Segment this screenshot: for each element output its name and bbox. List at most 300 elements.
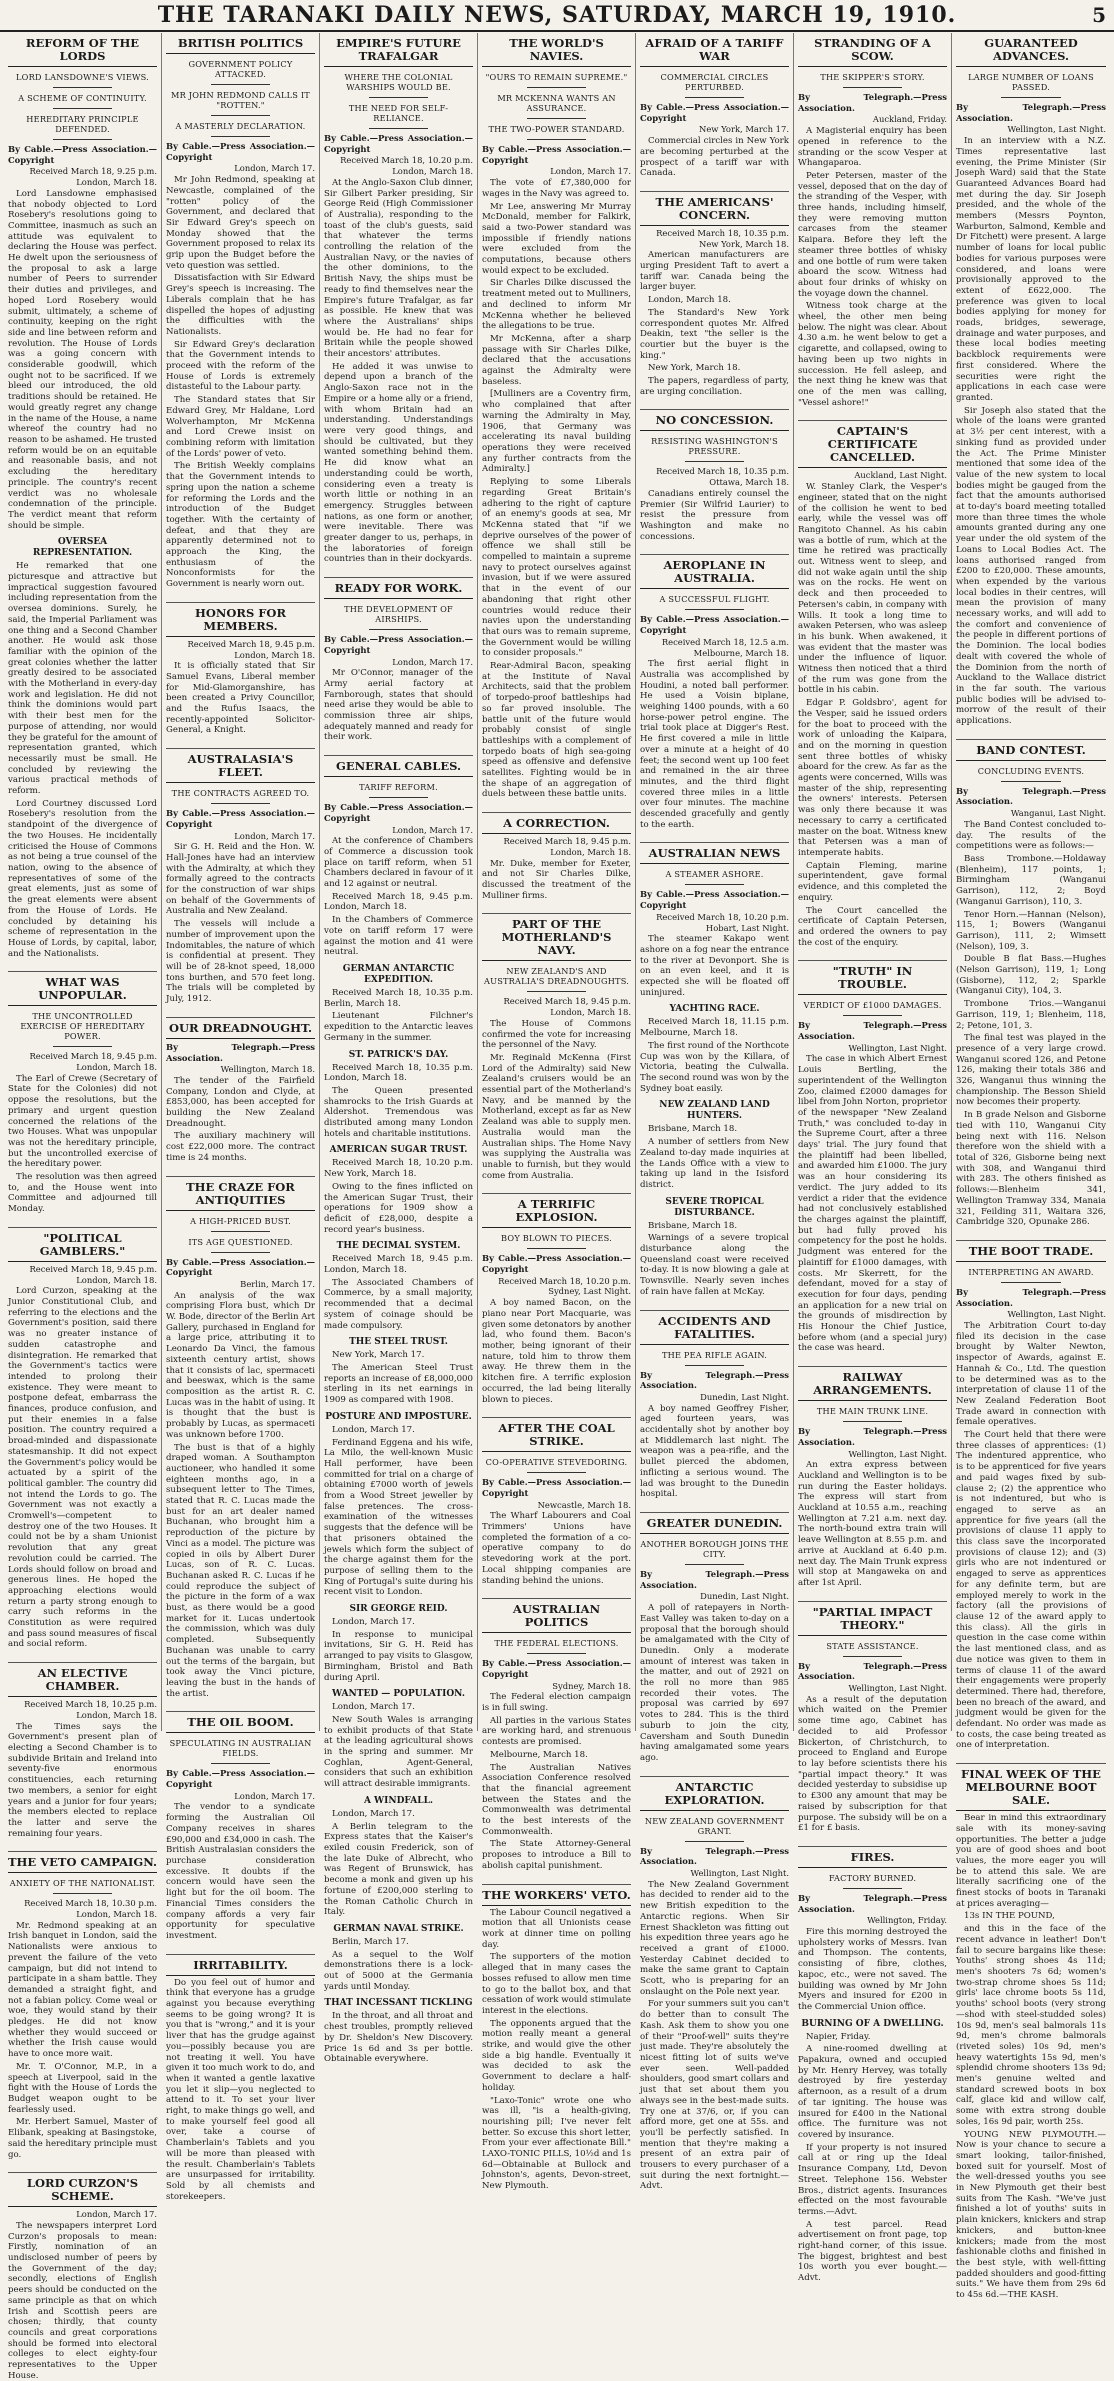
article-dateline: Auckland, Friday. <box>872 114 947 125</box>
article-byline: By Telegraph.—Press Association. <box>956 102 1106 123</box>
article-dateline: London, March 17. <box>234 830 315 841</box>
article-subheading: ITS AGE QUESTIONED. <box>188 1236 293 1247</box>
article-paragraph: A Magisterial enquiry has been opened in reference to the stranding or the scow Vesper at Whangaparoa. <box>798 126 947 169</box>
inline-subheading: THE STEEL TRUST. <box>349 1337 448 1348</box>
rule-divider <box>685 1841 745 1842</box>
article-paragraph: Mr. Redmond speaking at an Irish banquet in London, said the Nationalists were anxious to prevent the failure of the veto campaign, but did not intend to participate in a sham battle. They demanded a straight fight, and not a fabian policy. Come weal or woe, they would stand by their pledges. He did not know whether they would succeed or whether the Irish cause would have to once more wait. <box>8 1920 157 2060</box>
rule-divider <box>843 1656 903 1657</box>
article-paragraph: The resolution was then agreed to, and the House went into Committee and adjourned till Monday. <box>8 1172 157 1215</box>
section-divider <box>8 1652 157 1663</box>
inline-subheading: OVERSEA REPRESENTATION. <box>32 537 133 559</box>
article-headline: BRITISH POLITICS <box>166 37 315 54</box>
section-divider <box>640 544 789 555</box>
article-paragraph: Mr. Duke, member for Exeter, and not Sir Charles Dilke, discussed the treatment of the Mulliner firms. <box>482 858 631 901</box>
inline-subheading: YACHTING RACE. <box>669 1004 760 1015</box>
article-paragraph: Received March 18, 10.35 p.m. Berlin, March 18. <box>324 988 473 1009</box>
article-paragraph: The case in which Albert Ernest Louis Bertling, the superintendent of the Wellington Zoo, claimed £2000 damages for libel from John Norton, proprietor of the newspaper "New Zealand Truth," was concluded to-day in the Supreme Court, after a three days' trial. The jury found that the plaintiff had been libelled, and awarded him £1000. The jury was an hour considering its verdict. The jury added to its verdict a rider that the evidence had not conclusively established the charges against the plaintiff, but had fully proved his competency for the post he holds. Judgment was entered for the plaintiff for £1000 damages, with costs. Mr Skerrett, for the defendant, moved for a stay of execution for four days, pending an application for a new trial on the grounds of misdirection by His Honour the Chief Justice, before whom (and a special jury) the case was heard. <box>798 1054 947 1354</box>
article-byline: By Telegraph.—Press Association. <box>798 1426 947 1447</box>
article <box>798 410 947 948</box>
article <box>640 37 789 179</box>
article-byline: By Cable.—Press Association.—Copyright <box>640 102 789 123</box>
article-headline: AFTER THE COAL STRIKE. <box>482 1422 631 1452</box>
section-divider <box>640 1502 789 1513</box>
section-divider <box>956 1230 1106 1241</box>
rule-divider <box>211 1231 271 1232</box>
rule-divider <box>53 87 113 88</box>
article-paragraph: The British Weekly complains that the Government intends to spring upon the nation a scheme for reforming the Lords and the introduction of the Budget together. With the certainty of defeat, and that they are apparently determined not to approach the King, the enthusiasm of the Nonconformists for the Government is nearly worn out. <box>166 461 315 590</box>
article-paragraph: The vote of £7,380,000 for wages in the Navy was agreed to. <box>482 178 631 199</box>
article-headline: STRANDING OF A SCOW. <box>798 37 947 67</box>
article <box>166 1007 315 1164</box>
newspaper-title: THE TARANAKI DAILY NEWS, SATURDAY, MARCH 19, 1910. <box>157 2 957 28</box>
article-paragraph: The papers, regardless of party, are urging conciliation. <box>640 376 789 397</box>
article-paragraph: Brisbane, March 18. <box>648 1124 738 1135</box>
article-subheading: NEW ZEALAND'S AND AUSTRALIA'S DREADNOUGHTS. <box>483 966 630 987</box>
article-dateline: Received March 18, 12.5 a.m. Melbourne, March 18. <box>661 636 789 658</box>
article-dateline: Wellington, Last Night. <box>1007 124 1106 135</box>
article-dateline: Wellington, Last Night. <box>690 1868 789 1879</box>
article-paragraph: Berlin, March 17. <box>332 1936 409 1947</box>
article-subheading: A MASTERLY DECLARATION. <box>175 121 306 131</box>
article <box>798 37 947 408</box>
article-dateline: Received March 18, 10.20 p.m. London, March 18. <box>340 155 473 177</box>
article-paragraph: Received March 18, 10.20 p.m. New York, March 18. <box>324 1158 473 1180</box>
article-paragraph: Warnings of a severe tropical disturbance along the Queensland coast were received to-day. It is now blowing a gale at Townsville. Nearly seven inches of rain have fallen at McKay. <box>640 1233 789 1297</box>
article-subheading: CO-OPERATIVE STEVEDORING. <box>485 1457 628 1468</box>
article-paragraph: The first round of the Northcote Cup was won by the Killara, of Victoria, beating the Culwalla. The second round was won by the Sydney boat easily. <box>640 1040 789 1094</box>
article-paragraph: In B grade Nelson and Gisborne tied with 110, Wanganui City being next with 116. Nelson therefore won the shield with a total of 326, Gisborne being next with 308, and Wanganui third with 283. The others finished as follows:—Blenheim 341, Wellington Tramway 334, Manaia 321, Feilding 311, Waitara 326, Cambridge 320, Opunake 286. <box>956 1110 1106 1228</box>
article-headline: PART OF THE MOTHERLAND'S NAVY. <box>482 918 631 961</box>
article-headline: READY FOR WORK. <box>324 582 473 599</box>
section-divider <box>482 1407 631 1418</box>
article-byline: By Telegraph.—Press Association. <box>640 1845 789 1867</box>
news-columns <box>4 33 1110 2381</box>
article <box>798 1356 947 1589</box>
article-paragraph: If your property is not insured call at or ring up the Ideal Insurance Company, Ltd, Devon Street. Telephone 156. Webster Bros., district agents. Insurances effected on the most favourable terms.—Advt. <box>798 2142 947 2217</box>
article-byline: By Telegraph.—Press Association. <box>640 1568 789 1590</box>
article-paragraph: The Court held that there were three classes of apprentices: (1) The indentured apprentice, who is to be apprenticed for five years and paid wages fixed by sub-clause 2; (2) the apprentice who is not indentured, but who is engaged to serve as an apprentice for five years (all the provisions of clause 11 apply to this class save the incorporated provisions of clause 12); and (3) girls who are not indentured or engaged to serve as apprentices for any definite term, but are employed merely to work in the factory (all the provisions of clause 12 of the award apply to this class). All the girls in question in the case come within the last mentioned class, and as due notice was given to them in terms of clause 11 of the award their engagements were properly determined. There had, therefore, been no breach of the award, and judgment would be given for the defendant. No order was made as to costs, the case being treated as one of interpretation. <box>956 1430 1106 1751</box>
article-paragraph: Received March 18, 9.45 p.m. London, March 18. <box>324 891 473 913</box>
article-paragraph: Edgar P. Goldsbro', agent for the Vesper, said he issued orders for the boat to proceed with the work of unloading the Kaipara, and on the morning in question sent three bottles of whisky aboard for the crew. As far as the agents were concerned, Wills was master of the ship, representing the owners' interests. Petersen was only there because it was necessary to carry a certificated master on the boat. Witness knew that Petersen was a man of intemperate habits. <box>798 698 947 858</box>
article-dateline: Received March 18, 9.45 p.m. London, March 18. <box>503 996 631 1018</box>
article-paragraph: The Standard's New York correspondent quotes Mr. Alfred Deakin, text "the seller is the courtier but the buyer is the king." <box>640 307 789 361</box>
section-divider <box>8 1217 157 1228</box>
article <box>798 1591 947 1834</box>
article-dateline: Received March 18, 10.30 p.m. London, March 18. <box>24 1898 157 1920</box>
article <box>956 37 1106 727</box>
rule-divider <box>843 87 903 88</box>
section-divider <box>166 1166 315 1177</box>
article-paragraph: The first aerial flight in Australia was accomplished by Houdini, a noted ball performer. He used a Voisin biplane, weighing 1400 pounds, with a 60 horse-power petrol engine. The trial took place at Digger's Rest. He first covered a mile in little over a minute at a height of 40 feet; the second went up 100 feet and remained in the air three minutes, and the third flight covered three miles in a little over four minutes. The machine descended gracefully and gently to the earth. <box>640 659 789 830</box>
article <box>482 37 631 800</box>
article-dateline: New York, March 17. <box>699 124 789 135</box>
news-column <box>162 33 320 2202</box>
rule-divider <box>527 1248 587 1249</box>
article-paragraph: Rear-Admiral Bacon, speaking at the Institute of Naval Architects, said that the problem of torpedo-proof battleships had so far proved insoluble. The battle unit of the future would probably consist of single battleships with a complement of torpedo boats of high sea-going speed as offensive and defensive satellites. Fighting would be in the shape of an aggregation of duels between these battle units. <box>482 661 631 800</box>
article-paragraph: Canadians entirely counsel the Premier (Sir Wilfrid Laurier) to resist the pressure from Washington and make no concessions. <box>640 488 789 542</box>
article-paragraph: Do you feel out of humor and think that everyone has a grudge against you because everything seems to be going wrong? It is you that is "wrong," and it is your liver that has the grudge against you—possibly because you are not treating it well. You have given it too much work to do, and when it wanted a gentle laxative you let it slip—you neglected to attend to it. To set your liver right, to make things go well, and to make yourself feel good all over, take a course of Chamberlain's Tablets and you will be more than pleased with the result. Chamberlain's Tablets are unsurpassed for irritability. Sold by all chemists and storekeepers. <box>166 1977 315 2202</box>
page-number: 5 <box>1092 3 1106 27</box>
article-paragraph: Lord Curzon, speaking at the Junior Constitutional Club, and referring to the elections and the Government's position, said there was no greater instance of sudden catastrophe and disintegration. He remarked that the Government's tactics were intended to prolong their existence. They were meant to postpone defeat, embarrass the finances, produce confusion, and put their enemies in a false position. The country required a broad-minded and dispassionate statesmanship. It did not expect the Government's policy would be actuated by a spirit of the political gambler. The country did not intend the Lords to go. The Government was not exactly a Cromwell's—competent to destroy one of the two Houses. It could not be by a sham Unionist revolution that any great revolution could be carried. The Lords should follow on broad and generous lines. He hoped the approaching elections would return a party strong enough to carry such reforms in the Constitution as were required and pass sound measures of fiscal and social reform. <box>8 1286 157 1650</box>
article-byline: By Telegraph.—Press Association. <box>166 1041 315 1063</box>
article-subheading: CONCLUDING EVENTS. <box>977 765 1085 776</box>
article-paragraph: The New Zealand Government has decided to render aid to the new British expedition to the Antarctic regions. When Sir Ernest Shackleton was fitting out his expedition three years ago he received a grant of £1000. Yesterday Cabinet decided to make the same grant to Captain Scott, who is preparing for an onslaught on the Pole next year. <box>640 1879 789 1997</box>
article <box>482 1588 631 1871</box>
section-divider <box>798 1836 947 1847</box>
article-paragraph: The opponents argued that the motion really meant a general strike, and would give the other side a big handle. Eventually it was decided to ask the Government to declare a half-holiday. <box>482 2018 631 2093</box>
article-paragraph: For your summers suit you can't do better than to consult The Kash. Ask them to show you one of their "Proof-well" suits they're just made. They're absolutely the nicest fitting lot of suits we've ever seen. Well-padded shoulders, good smart collars and just that set about them you always see in the best-made suits. Try one at 37/6, or, if you can afford more, get one at 55s. and you'll be perfectly satisfied. In mention that they're making a present of an extra pair of trousers to every purchaser of a suit during the next fortnight.—Advt. <box>640 1999 789 2192</box>
rule-divider <box>211 115 271 116</box>
article-dateline: Wellington, Last Night. <box>1007 1309 1106 1320</box>
section-divider <box>798 1356 947 1367</box>
article-byline: By Cable.—Press Association.—Copyright <box>640 889 789 911</box>
article-subheading: MR JOHN REDMOND CALLS IT "ROTTEN." <box>171 90 310 110</box>
article-headline: FIRES. <box>798 1851 947 1868</box>
inline-subheading: SIR GEORGE REID. <box>349 1604 448 1615</box>
article-subheading: THE DEVELOPMENT OF AIRSHIPS. <box>344 604 453 625</box>
article-paragraph: [Mulliners are a Coventry firm, who complained that after warning the Admiralty in May, 1906, that Germany was accelerating its naval building operations they were received any further contracts from the Admiralty.] <box>482 389 631 475</box>
article <box>166 738 315 1005</box>
article-paragraph: In response to municipal invitations, Sir G. H. Reid has arranged to pay visits to Glasgow, Birmingham, Bristol and Bath during April. <box>324 1629 473 1683</box>
article-paragraph: 13s IN THE POUND, <box>964 1911 1055 1922</box>
article-paragraph: Received March 18, 11.15 p.m. Melbourne, March 18. <box>640 1017 789 1039</box>
article-headline: AEROPLANE IN AUSTRALIA. <box>640 559 789 589</box>
article-paragraph: As a sequel to the Wolf demonstrations there is a lock-out of 5000 at the Germania yards until Monday. <box>324 1949 473 1992</box>
article-paragraph: Peter Petersen, master of the vessel, deposed that on the day of the stranding of the Vesper, with three hands, including himself, they were removing mutton carcases from the steamer Kaipara. Before they left the steamer three bottles of whisky and one bottle of rum were taken aboard the scow. Witness had about four drinks of whisky on the voyage down the channel. <box>798 170 947 299</box>
section-divider <box>166 1007 315 1018</box>
article-paragraph: The vendor to a syndicate forming the Australian Oil Company receives in shares £90,000 and £34,000 in cash. The British Australasian considers the purchase consideration excessive. It doubts if the concern would have seen the light but for the oil boom. The Financial Times considers the company affords a very fair opportunity for speculative investment. <box>166 1802 315 1941</box>
article-paragraph: Replying to some Liberals regarding Great Britain's adhering to the right of capture of an enemy's goods at sea, Mr McKenna stated that "if we deprive ourselves of the power of offence we shall still be compelled to maintain a supreme navy to protect ourselves against invasion, but if we were assured that in the event of our abandoning that right other countries would reduce their navies upon the understanding that ours was to remain supreme, the Government would be willing to consider proposals." <box>482 477 631 659</box>
article-dateline: Received March 18, 9.45 p.m. London, March 18. <box>29 1051 157 1073</box>
news-column <box>4 33 162 2381</box>
article-byline: By Cable.—Press Association.—Copyright <box>482 1253 631 1275</box>
article-paragraph: The Times says the Government's present plan of electing a Second Chamber is to subdivide Britain and Ireland into seventy-five enormous constituencies, each returning two members, a senior for eight years and a junior for four years; the members elected to replace the latter and serve the remaining four years. <box>8 1721 157 1839</box>
section-divider <box>8 961 157 972</box>
inline-subheading: AMERICAN SUGAR TRUST. <box>329 1145 468 1156</box>
article-headline: AUSTRALIAN NEWS <box>640 847 789 864</box>
rule-divider <box>527 991 587 992</box>
article-byline: By Cable.—Press Association.—Copyright <box>166 1256 315 1278</box>
article-subheading: MR MCKENNA WANTS AN ASSURANCE. <box>497 93 616 113</box>
article-subheading: THE PEA RIFLE AGAIN. <box>661 1349 768 1360</box>
section-divider <box>482 1588 631 1599</box>
article-paragraph: An extra express between Auckland and Wellington is to be run during the Easter holidays. The express will start from Auckland at 10.55 a.m., reaching Wellington at 7.21 a.m. next day. The north-bound extra train will leave Wellington at 8.55 p.m. and arrive at Auckland at 6.40 p.m. next day. The Main Trunk express will stop at Mangaweka on and after 1st April. <box>798 1460 947 1588</box>
article-byline: By Cable.—Press Association.—Copyright <box>166 141 315 162</box>
article-paragraph: Owing to the fines inflicted on the American Sugar Trust, their operations for 1909 show a deficit of £28,000, despite a record year's business. <box>324 1181 473 1235</box>
article-paragraph: A Berlin telegram to the Express states that the Kaiser's exiled cousin Frederick, son of the late Duke of Albrecht, who was Regent of Brunswick, has become a monk and given up his fortune of £200,000 sterling to the Roman Catholic Church in Italy. <box>324 1821 473 1918</box>
article-dateline: Wellington, Friday. <box>867 1915 947 1926</box>
article-paragraph: Mr. Herbert Samuel, Master of Elibank, speaking at Basingstoke, said the hereditary principle must go. <box>8 2117 157 2160</box>
article-paragraph: The final test was played in the presence of a very large crowd. Wanganui scored 126, and Petone 126, making their totals 386 and 326, Wanganui thus winning the championship. The Besson Shield now becomes their property. <box>956 1033 1106 1108</box>
article-paragraph: Mr Lee, answering Mr Murray McDonald, member for Falkirk, said a two-Power standard was impossible if friendly nations were excluded from the computations, because others would expect to be excluded. <box>482 201 631 276</box>
inline-subheading: GERMAN ANTARCTIC EXPEDITION. <box>342 964 455 985</box>
article-paragraph: The Arbitration Court to-day filed its decision in the case brought by Walter Newton, inspector of Awards, against E. Hannah & Co., Ltd. The question to be determined was as to the interpretation of clause 11 of the New Zealand Federation Boot Trade award in connection with female operatives. <box>956 1321 1106 1428</box>
article-paragraph: In the Chambers of Commerce vote on tariff reform 17 were against the motion and 41 were neutral. <box>324 915 473 958</box>
section-divider <box>956 1753 1106 1764</box>
article-paragraph: YOUNG NEW PLYMOUTH.—Now is your chance to secure a smart looking, tailor-finished, boxed suit for yourself. Most of the well-dressed youths you see in New Plymouth get their best suits from The Kash. "We've just finished a lot of youths' suits in plain knickers, knickers and strap knickers, and button-knee knickers; made from the most fashionable cloths and finished in the best style, with well-fitting padded shoulders and good-fitting suits." We have them from 29s 6d to 45s 6d.—THE KASH. <box>956 2129 1106 2301</box>
article-paragraph: At the conference of Chambers of Commerce a discussion took place on tariff reform, when 51 Chambers declared in favour of it and 12 against or neutral. <box>324 836 473 890</box>
article-paragraph: An analysis of the wax comprising Flora bust, which Dr W. Bode, director of the Berlin Art Gallery, purchased in England for a large price, attributing it to Leonardo Da Vinci, the famous sixteenth century artist, shows that it consists of lac, spermaceti and beeswax, which is the same composition as the artist R. C. Lucas was in the habit of using. It is thought that the bust is probably by Lucas, as spermaceti was unknown before 1700. <box>166 1290 315 1440</box>
article-headline: GENERAL CABLES. <box>324 760 473 777</box>
article-subheading: RESISTING WASHINGTON'S PRESSURE. <box>651 436 778 457</box>
section-divider <box>482 802 631 813</box>
rule-divider <box>211 1763 271 1764</box>
news-column <box>952 33 1110 2301</box>
rule-divider <box>211 84 271 85</box>
article-subheading: "OURS TO REMAIN SUPREME." <box>485 72 628 82</box>
article-subheading: THE TWO-POWER STANDARD. <box>488 124 625 134</box>
article-headline: WHAT WAS UNPOPULAR. <box>8 976 157 1006</box>
article <box>798 950 947 1354</box>
article <box>798 1836 947 2284</box>
section-divider <box>798 1591 947 1602</box>
article-headline: FINAL WEEK OF THE MELBOURNE BOOT SALE. <box>956 1768 1106 1811</box>
article <box>640 544 789 830</box>
article-subheading: A HIGH-PRICED BUST. <box>190 1215 291 1226</box>
article-paragraph: As a result of the deputation which waited on the Premier some time ago, Cabinet has decided to aid Professor Bickerton, of Christchurch, to proceed to England and Europe to lay before scientists there his "partial impact theory." It was decided yesterday to subsidise up to £300 any amount that may be raised by subscription for that purpose. The subsidy will be on a £1 for £ basis. <box>798 1694 947 1834</box>
inline-subheading: THE DECIMAL SYSTEM. <box>336 1241 461 1252</box>
article-paragraph: Sir G. H. Reid and the Hon. W. Hall-Jones have had an interview with the Admiralty, at which they formally agreed to the contracts for the construction of war ships on behalf of the Governments of Australia and New Zealand. <box>166 842 315 917</box>
article <box>8 1841 157 2160</box>
article <box>956 729 1106 1228</box>
article-paragraph: Mr O'Connor, manager of the Army aerial factory at Farnborough, states that should need arise they would be able to commission three air ships, adequately manned and ready for their work. <box>324 668 473 743</box>
article-dateline: London, March 17. <box>550 166 631 177</box>
article-subheading: TARIFF REFORM. <box>359 782 438 793</box>
article-subheading: BOY BLOWN TO PIECES. <box>501 1233 612 1244</box>
article-byline: By Telegraph.—Press Association. <box>640 1369 789 1391</box>
article-paragraph: A nine-roomed dwelling at Papakura, owned and occupied by Mr. Henry Hervey, was totally destroyed by fire yesterday afternoon, as a result of a drum of tar igniting. The house was insured for £400 in the National office. The furniture was not covered by insurance. <box>798 2044 947 2140</box>
rule-divider <box>685 97 745 98</box>
article-dateline: London, March 17. <box>76 2209 157 2220</box>
article-dateline: Received March 18, 10.20 p.m. Sydney, Last Night. <box>498 1275 631 1297</box>
section-divider <box>324 567 473 578</box>
article-dateline: Sydney, March 18. <box>552 1680 631 1691</box>
article-paragraph: A boy named Bacon, on the piano near Port Macquarie, was given some detonators by another lad, who found them. Bacon's mother, being ignorant of their nature, told him to throw them away. He threw them in the kitchen fire. A terrific explosion occurred, the lad being literally blown to pieces. <box>482 1298 631 1405</box>
article-byline: By Telegraph.—Press Association. <box>798 1892 947 1914</box>
article-subheading: ANXIETY OF THE NATIONALIST. <box>9 1878 156 1889</box>
news-column <box>636 33 794 2192</box>
article-paragraph: American manufacturers are urging President Taft to avert a tariff war. Canada being the larger buyer. <box>640 250 789 293</box>
article-dateline: Dunedin, Last Night. <box>700 1591 789 1602</box>
article-dateline: Wellington, Last Night. <box>848 1448 947 1459</box>
rule-divider <box>53 1046 113 1047</box>
article <box>956 1230 1106 1751</box>
article-paragraph: London, March 17. <box>332 1424 415 1435</box>
inline-subheading: GERMAN NAVAL STRIKE. <box>333 1923 464 1934</box>
article-headline: THE VETO CAMPAIGN. <box>8 1856 157 1873</box>
article-subheading: ANOTHER BOROUGH JOINS THE CITY. <box>640 1538 789 1559</box>
article <box>8 37 157 959</box>
article <box>8 2162 157 2381</box>
article <box>324 567 473 743</box>
article <box>640 399 789 542</box>
rule-divider <box>211 136 271 137</box>
rule-divider <box>843 1015 903 1016</box>
inline-subheading: THAT INCESSANT TICKLING <box>324 1998 473 2009</box>
article-paragraph: Mr McKenna, after a sharp passage with Sir Charles Dilke, declared that the accusations against the Admiralty were baseless. <box>482 333 631 387</box>
article-headline: RAILWAY ARRANGEMENTS. <box>798 1371 947 1401</box>
section-divider <box>798 950 947 961</box>
article-dateline: Received March 18, 9.45 p.m. London, March 18. <box>29 1263 157 1285</box>
article-paragraph: Mr. Reginald McKenna (First Lord of the Admiralty) said New Zealand's cruisers would be an essential part of the Motherland's Navy, and be manned by the Motherland, except as far as New Zealand was able to supply men. Australia would man the Australian ships. The Home Navy was supplying the Australia was unable to furnish, but they would come from Australia. <box>482 1052 631 1181</box>
article-paragraph: Double B flat Bass.—Hughes (Nelson Garrison), 119, 1; Long (Gisborne), 112, 2; Sparkle (Wanganui City), 104, 3. <box>956 954 1106 997</box>
article-paragraph: Lieutenant Filchner's expedition to the Antarctic leaves Germany in the summer. <box>324 1011 473 1043</box>
article-dateline: Wanganui, Last Night. <box>1010 808 1106 819</box>
article <box>640 1766 789 2193</box>
article-paragraph: London, March 17. <box>332 1808 415 1819</box>
article-paragraph: The bust is that of a highly draped woman. A Southampton auctioneer, who handled it some eighteen months ago, in a subsequent letter to The Times, stated that R. C. Lucas made the bust for an art dealer named Buchanan, who brought him a reproduction of the picture by Vinci as a model. The picture was copied in oils by Albert Durer Lucas, son of R. C. Lucas. Buchanan asked R. C. Lucas if he could reproduce the subject of the picture in the form of a wax bust, as there would be a good market for it. Lucas undertook the commission, which was duly completed. Subsequently Buchanan was unable to carry out the terms of the bargain, but took away the Vinci picture, leaving the bust in the hands of the artist. <box>166 1442 315 1699</box>
article-byline: By Cable.—Press Association.—Copyright <box>324 802 473 823</box>
article-headline: REFORM OF THE LORDS <box>8 37 157 67</box>
section-divider <box>640 181 789 192</box>
article-paragraph: Dissatisfaction with Sir Edward Grey's speech is increasing. The Liberals complain that he has dispelled the hopes of adjusting the difficulties with the Nationalists. <box>166 273 315 337</box>
rule-divider <box>53 1893 113 1894</box>
section-divider <box>482 903 631 914</box>
article <box>166 1166 315 1700</box>
rule-divider <box>527 1653 587 1654</box>
article-paragraph: The Wharf Labourers and Coal Trimmers' Unions have completed the formation of a co-operative company to do stevedoring work at the port. Local shipping companies are standing behind the unions. <box>482 1511 631 1586</box>
article-paragraph: Received March 18, 10.35 p.m. London, March 18. <box>324 1062 473 1084</box>
article-byline: By Telegraph.—Press Association. <box>798 1020 947 1042</box>
article-dateline: Wellington, Last Night. <box>848 1683 947 1694</box>
article-paragraph: Fire this morning destroyed the upholstery works of Messrs. Ivan and Thompson. The contents, consisting of fibre, clothes, kapoc, etc., were not saved. The building was owned by Mr John Myers and insured for £200 in the Commercial Union office. <box>798 1927 947 2012</box>
article-paragraph: The State Attorney-General proposes to introduce a Bill to abolish capital punishment. <box>482 1839 631 1871</box>
article-paragraph: The Labour Council negatived a motion that all Unionists cease work at dinner time on polling day. <box>482 1907 631 1950</box>
article-byline: By Cable.—Press Association.—Copyright <box>166 1768 315 1790</box>
section-divider <box>166 592 315 603</box>
article-subheading: THE NEED FOR SELF-RELIANCE. <box>348 103 449 123</box>
article-subheading: THE SKIPPER'S STORY. <box>820 72 925 82</box>
article-byline: By Cable.—Press Association.—Copyright <box>482 144 631 165</box>
article-headline: THE AMERICANS' CONCERN. <box>640 196 789 226</box>
article-headline: ACCIDENTS AND FATALITIES. <box>640 1315 789 1345</box>
article-paragraph: The Standard states that Sir Edward Grey, Mr Haldane, Lord Wolverhampton, Mr McKenna and Lord Crewe insist on combining reform with limitation of the Lords' power of veto. <box>166 395 315 459</box>
article-byline: By Cable.—Press Association.—Copyright <box>8 144 157 165</box>
article-paragraph: Melbourne, March 18. <box>490 1749 588 1760</box>
article <box>8 1217 157 1650</box>
article-paragraph: Captain Fleming, marine superintendent, gave formal evidence, and this completed the enquiry. <box>798 860 947 903</box>
section-divider <box>324 745 473 756</box>
article-subheading: VERDICT OF £1000 DAMAGES. <box>803 1000 942 1011</box>
article <box>640 1502 789 1764</box>
article-dateline: Received March 18, 9.25 p.m. London, March 18. <box>29 166 157 188</box>
article-byline: By Telegraph.—Press Association. <box>956 785 1106 807</box>
article-paragraph: A poll of ratepayers in North-East Valley was taken to-day on a proposal that the borough should be amalgamated with the City of Dunedin. Only a moderate amount of interest was taken in the matter, and out of 2921 on the roll no more than 985 recorded their votes. The proposal was carried by 697 votes to 284. This is the third suburb to join the city, Caversham and South Dunedin having amalgamated some years ago. <box>640 1603 789 1763</box>
article-dateline: Received March 18, 9.45 p.m. London, March 18. <box>187 638 315 660</box>
article-headline: OUR DREADNOUGHT. <box>166 1022 315 1039</box>
section-divider <box>166 738 315 749</box>
article <box>956 1753 1106 2301</box>
article-paragraph: The steamer Kakapo went ashore on a fog near the entrance to the river at Devonport. She is on an even keel, and it is expected she will be floated off uninjured. <box>640 934 789 998</box>
article-paragraph: New York, March 18. <box>648 363 741 374</box>
rule-divider <box>685 1365 745 1366</box>
article-subheading: THE CONTRACTS AGREED TO. <box>171 788 310 799</box>
inline-subheading: NEW ZEALAND LAND HUNTERS. <box>659 1100 770 1122</box>
article-headline: AUSTRALASIA'S FLEET. <box>166 753 315 783</box>
section-divider <box>166 1944 315 1955</box>
article-paragraph: The Federal election campaign is in full swing. <box>482 1692 631 1714</box>
section-divider <box>640 1300 789 1311</box>
rule-divider <box>527 118 587 119</box>
article-paragraph: Mr. T. O'Connor, M.P., in a speech at Liverpool, said in the fight with the House of Lords the Budget weapon ought to be fearlessly used. <box>8 2061 157 2115</box>
article-headline: GUARANTEED ADVANCES. <box>956 37 1106 67</box>
rule-divider <box>53 139 113 140</box>
article-paragraph: Commercial circles in New York are becoming perturbed at the prospect of a tariff war with Canada. <box>640 136 789 179</box>
rule-divider <box>685 884 745 885</box>
rule-divider <box>211 803 271 804</box>
article-subheading: WHERE THE COLONIAL WARSHIPS WOULD BE. <box>344 72 453 92</box>
rule-divider <box>527 1472 587 1473</box>
article-headline: EMPIRE'S FUTURE TRAFALGAR <box>324 37 473 67</box>
article-paragraph: The Australian Natives Association Conference resolved that the financial agreement between the States and the Commonwealth was detrimental to the best interests of the Commonwealth. <box>482 1762 631 1837</box>
article-subheading: LORD LANSDOWNE'S VIEWS. <box>16 72 149 82</box>
article <box>166 592 315 736</box>
article-paragraph: London, March 18. <box>648 295 731 306</box>
article-paragraph: Ferdinand Eggena and his wife, La Milo, the well-known Music Hall performer, have been committed for trial on a charge of obtaining £7000 worth of jewels from a Wood Street jeweller by false pretences. The cross-examination of the witnesses suggests that the defence will be that prisoners obtained the jewels which form the subject of the charge against them for the purpose of selling them to the King of Portugal's suite during his recent visit to London. <box>324 1437 473 1598</box>
article-paragraph: The American Steel Trust reports an increase of £8,000,000 sterling in its net earnings in 1909 as compared with 1908. <box>324 1362 473 1406</box>
article-dateline: Berlin, March 17. <box>240 1278 315 1289</box>
news-column <box>478 33 636 2192</box>
article-dateline: Received March 18, 10.35 p.m. Ottawa, March 18. <box>656 466 789 488</box>
section-divider <box>482 1183 631 1194</box>
article-headline: THE WORLD'S NAVIES. <box>482 37 631 67</box>
article-paragraph: and this in the face of the recent advance in leather! Don't fail to secure bargains like these: Youths' strong shoes 4s 11d; men's shooters 7s 6d; women's two-strap chrome shoes 5s 11d; girls' lace chrome boots 5s 11d, youths' school boots (very strong—shod with steel-studded soles) 10s 9d, men's seal balmorals 11s 9d, men's chrome balmorals (riveted soles) 10s 9d, men's heavy watertights 15s 9d, men's splendid chrome shooters 13s 9d; men's genuine welted and standard screwed boots in box calf, glace kid and willow calf, some with extra strong double soles, 16s 9d pair, worth 25s. <box>956 1924 1106 2127</box>
article-paragraph: Received March 18, 9.45 p.m. London, March 18. <box>324 1254 473 1276</box>
article-paragraph: At the Anglo-Saxon Club dinner, Sir Gilbert Parker presiding, Sir George Reid (High Commissioner of Australia), responding to the toast of the club's guests, said that whatever the terms controlling the relation of the Australian Navy, or the navies of the other dominions, to the British Navy, the ships must be ready to find themselves near the Empire's future Trafalgar, as far as possible. He knew that was where the Australians' ships would be. He had no fear for Britain while the people showed their ancestors' attributes. <box>324 177 473 360</box>
rule-divider <box>211 1252 271 1253</box>
article-paragraph: Trombone Trios.—Wanganui Garrison, 119, 1; Blenheim, 118, 2; Petone, 101, 3. <box>956 999 1106 1031</box>
article-headline: BAND CONTEST. <box>956 744 1106 761</box>
article-headline: THE CRAZE FOR ANTIQUITIES <box>166 1181 315 1211</box>
article-subheading: STATE ASSISTANCE. <box>826 1640 919 1651</box>
article-dateline: Received March 18, 10.35 p.m. New York, March 18. <box>656 227 789 249</box>
article-subheading: LARGE NUMBER OF LOANS PASSED. <box>968 72 1094 92</box>
article-byline: By Cable.—Press Association.—Copyright <box>482 1477 631 1498</box>
rule-divider <box>369 797 429 798</box>
article-headline: HONORS FOR MEMBERS. <box>166 607 315 637</box>
inline-subheading: A WINDFALL. <box>363 1795 434 1806</box>
article-dateline: Received March 18, 10.20 p.m. Hobart, Last Night. <box>656 911 789 933</box>
article <box>8 1652 157 1839</box>
article-paragraph: The Associated Chambers of Commerce, by a small majority, recommended that a decimal system of coinage should be made compulsory. <box>324 1277 473 1331</box>
article-paragraph: W. Stanley Clark, the Vesper's engineer, stated that on the night of the collision he went to bed early, while the vessel was off Rangitoto Channel. As his cabin was a bottle of rum, which at the time he retired was practically out. Witness went to sleep, and did not wake again until the ship was on the rocks. He went on deck and then proceeded to Petersen's cabin, in company with Wills. It took a long time to awaken Petersen, who was asleep in his bunk. When awakened, it was evident that the master was under the influence of liquor. Witness then noticed that a third of the rum was gone from the bottle in his cabin. <box>798 482 947 696</box>
article-paragraph: Witness took charge at the wheel, the other men being below. The night was clear. About 4.30 a.m. he went below to get a cigarette, and collapsed, owing to having been up two nights in succession. He fell asleep, and the next thing he knew was that one of the men was calling, "Vessel ashore!" <box>798 301 947 408</box>
article-byline: By Cable.—Press Association.—Copyright <box>324 133 473 154</box>
rule-divider <box>1001 781 1061 782</box>
rule-divider <box>685 609 745 610</box>
article-dateline: Wellington, Last Night. <box>848 1042 947 1053</box>
section-divider <box>8 2162 157 2173</box>
article-headline: THE BOOT TRADE. <box>956 1245 1106 1262</box>
rule-divider <box>1001 97 1061 98</box>
article-paragraph: Bear in mind this extraordinary sale with its money-saving opportunities. The better a judge you are of good shoes and boot values, the more eager you will be to attend this sale. We are literally sacrificing one of the finest stocks of boots in Taranaki at prices averaging— <box>956 1813 1106 1909</box>
inline-subheading: SEVERE TROPICAL DISTURBANCE. <box>665 1196 764 1218</box>
section-divider <box>798 410 947 421</box>
masthead <box>0 0 1114 32</box>
article-subheading: INTERPRETING AN AWARD. <box>968 1266 1094 1277</box>
article-byline: By Telegraph.—Press Association. <box>956 1286 1106 1308</box>
article-paragraph: He remarked that one picturesque and attractive but impractical suggestion favoured including representation from the oversea dominions. Surely, he said, the Imperial Parliament was one thing and a Second Chamber another. He would ask those familiar with the opinion of the great colonies whether the latter greatly desired to be associated with the Motherland in every-day work and legislation. He did not think the dominions would part with their best men for the purpose of attending, nor would they be grateful for the amount of representation granted, which necessarily must be small. He concluded by reviewing the various practical methods of reform. <box>8 561 157 797</box>
article-paragraph: Napier, Friday. <box>806 2031 871 2042</box>
article-dateline: London, March 17. <box>392 824 473 835</box>
article-paragraph: A number of settlers from New Zealand to-day made inquiries at the Lands Office with a view to taking up land in the Isisford district. <box>640 1137 789 1190</box>
article-paragraph: The newspapers interpret Lord Curzon's proposals to mean: Firstly, nomination of an undisclosed number of peers by the Government of the day; secondly, elections of English peers should be conducted on the same principle as that on which Irish and Scottish peers are chosen; thirdly, that county councils and great corporations should be formed into electoral colleges to elect eighty-four representatives to the Upper House. <box>8 2220 157 2381</box>
article-paragraph: Lord Courtney discussed Lord Rosebery's resolution from the standpoint of the divergence of the two Houses. He incidentally criticised the House of Commons as not being a true counsel of the nation, owing to the absence of representatives of some of the great elements, just as some of the great elements were absent from the House of Lords. He concluded by detaining his scheme of representation in the House of Lords, by capital, labor, and the Nationalists. <box>8 798 157 959</box>
article <box>482 1874 631 2192</box>
article-paragraph: London, March 17. <box>332 1617 415 1628</box>
section-divider <box>166 1701 315 1712</box>
article-subheading: GOVERNMENT POLICY ATTACKED. <box>188 59 293 79</box>
